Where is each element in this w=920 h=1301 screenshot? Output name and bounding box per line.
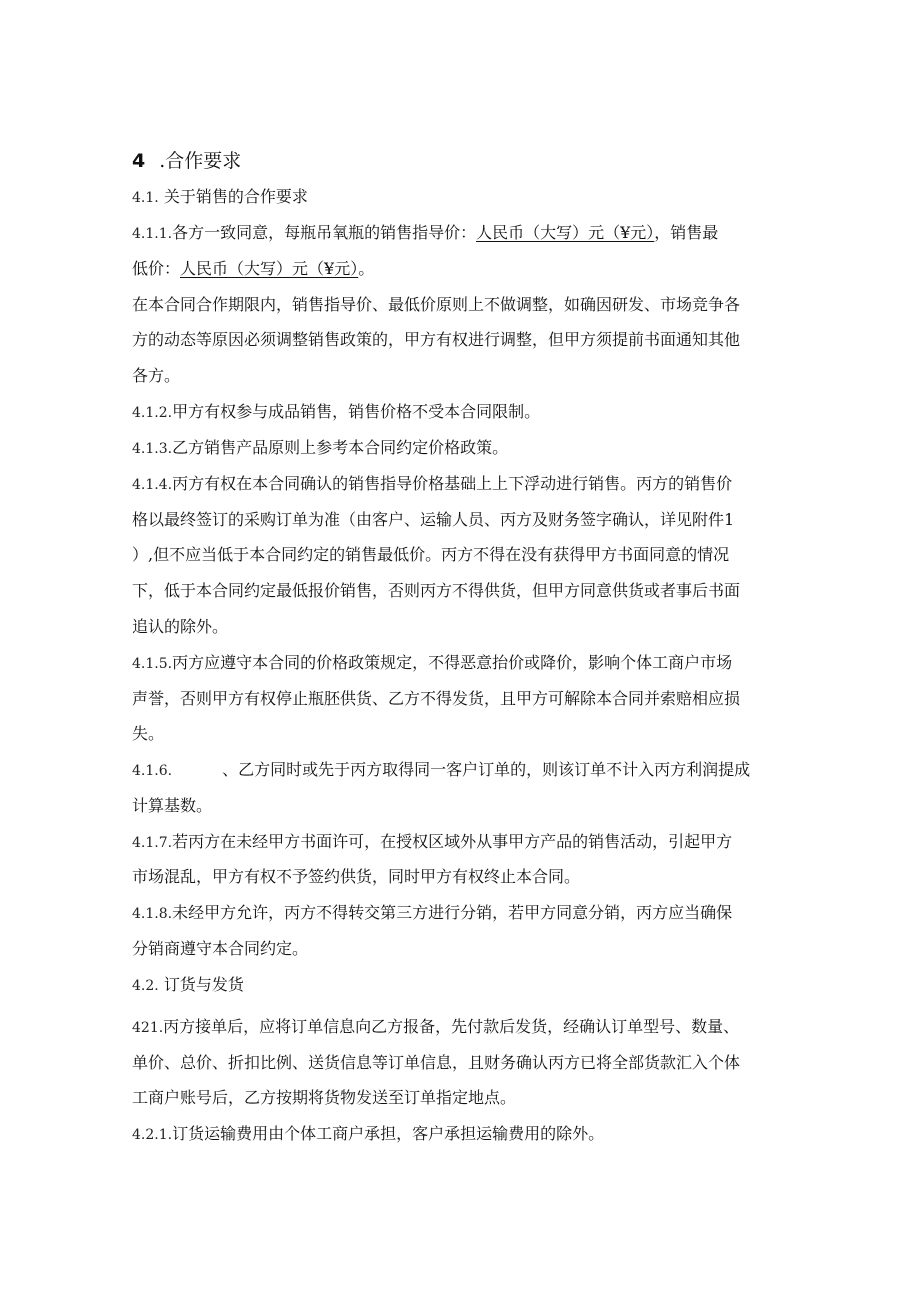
- clause-number: 4.2.: [132, 978, 159, 994]
- paragraph-line: 失。: [132, 724, 165, 743]
- clause-4-2-1-b: [132, 1124, 604, 1145]
- clause-4-1-3: [132, 438, 508, 459]
- clause-text-tail: ，销售最: [654, 223, 719, 242]
- clause-4-1-6: [132, 760, 750, 781]
- clause-text: 关于销售的合作要求: [163, 187, 308, 206]
- clause-text: 丙方应遵守本合同的价格政策规定，不得恶意抬价或降价，影响个体工商户市场: [172, 653, 733, 672]
- clause-4-1-7: [132, 832, 732, 853]
- clause-number: 4.1.6.: [132, 763, 173, 779]
- clause-text: 乙方销售产品原则上参考本合同约定价格政策。: [172, 438, 509, 457]
- clause-number: 421.: [132, 1020, 164, 1036]
- clause-number: 4.1.7.: [132, 835, 173, 851]
- clause-number: 4.1.5.: [132, 656, 173, 672]
- clause-4-1-8: [132, 903, 732, 924]
- paragraph-line: 单价、总价、折扣比例、送货信息等订单信息，且财务确认丙方已将全部货款汇入个体: [132, 1053, 741, 1072]
- paragraph-line: 下，低于本合同约定最低报价销售，否则丙方不得供货，但甲方同意供货或者事后书面: [132, 581, 741, 600]
- clause-text: 未经甲方允许，丙方不得转交第三方进行分销，若甲方同意分销，丙方应当确保: [172, 903, 733, 922]
- paragraph-line: ）,但不应当低于本合同约定的销售最低价。丙方不得在没有获得甲方书面同意的情况: [132, 545, 730, 564]
- clause-number: 4.1.: [132, 190, 159, 206]
- clause-text: 订货与发货: [163, 975, 244, 994]
- guide-price-blank: 人民币（大写）元（¥元）: [476, 223, 655, 242]
- clause-number: 4.1.4.: [132, 477, 173, 493]
- paragraph-line: [132, 259, 374, 279]
- clause-4-2: [132, 975, 244, 996]
- clause-4-1-4: [132, 474, 732, 495]
- clause-4-1-2: [132, 402, 540, 423]
- section-number: 4: [132, 150, 146, 172]
- paragraph-line: 工商户账号后，乙方按期将货物发送至订单指定地点。: [132, 1088, 517, 1107]
- line-text-tail: 。: [358, 259, 375, 278]
- clause-number: 4.1.8.: [132, 906, 173, 922]
- paragraph-line: 各方。: [132, 366, 181, 385]
- clause-text: 若丙方在未经甲方书面许可，在授权区域外从事甲方产品的销售活动，引起甲方: [172, 832, 733, 851]
- clause-number: 4.1.1.: [132, 226, 173, 242]
- clause-4-2-1-a: [132, 1017, 739, 1038]
- clause-text: 丙方有权在本合同确认的销售指导价格基础上上下浮动进行销售。丙方的销售价: [172, 474, 733, 493]
- section-title: .合作要求: [159, 150, 242, 172]
- paragraph-line: 分销商遵守本合同约定。: [132, 939, 309, 958]
- clause-text: 甲方有权参与成品销售，销售价格不受本合同限制。: [172, 402, 541, 421]
- line-text: 低价：: [132, 259, 181, 278]
- clause-text: 各方一致同意，每瓶吊氧瓶的销售指导价：: [172, 223, 477, 242]
- min-price-blank: 人民币（大写）元（¥元）: [180, 259, 359, 278]
- paragraph-line: 格以最终签订的采购订单为准（由客户、运输人员、丙方及财务签字确认，详见附件1: [132, 510, 735, 529]
- clause-text: 订货运输费用由个体工商户承担，客户承担运输费用的除外。: [172, 1124, 605, 1143]
- clause-text: 丙方接单后，应将订单信息向乙方报备，先付款后发货，经确认订单型号、数量、: [163, 1017, 740, 1036]
- clause-number: 4.1.2.: [132, 405, 173, 421]
- clause-number: 4.1.3.: [132, 441, 173, 457]
- clause-4-1-5: [132, 653, 732, 674]
- paragraph-line: 在本合同合作期限内，销售指导价、最低价原则上不做调整，如确因研发、市场竞争各: [132, 295, 741, 314]
- clause-text: 、乙方同时或先于丙方取得同一客户订单的，则该订单不计入丙方利润提成: [222, 760, 751, 779]
- paragraph-line: 方的动态等原因必须调整销售政策的，甲方有权进行调整，但甲方须提前书面通知其他: [132, 330, 741, 349]
- clause-4-1-1: [132, 223, 718, 244]
- paragraph-line: 计算基数。: [132, 796, 213, 815]
- clause-4-1: [132, 187, 308, 208]
- section-heading: [132, 150, 241, 172]
- paragraph-line: 市场混乱，甲方有权不予签约供货，同时甲方有权终止本合同。: [132, 867, 581, 886]
- paragraph-line: 声誉，否则甲方有权停止瓶胚供货、乙方不得发货，且甲方可解除本合同并索赔相应损: [132, 689, 741, 708]
- paragraph-line: 追认的除外。: [132, 617, 229, 636]
- clause-number: 4.2.1.: [132, 1127, 173, 1143]
